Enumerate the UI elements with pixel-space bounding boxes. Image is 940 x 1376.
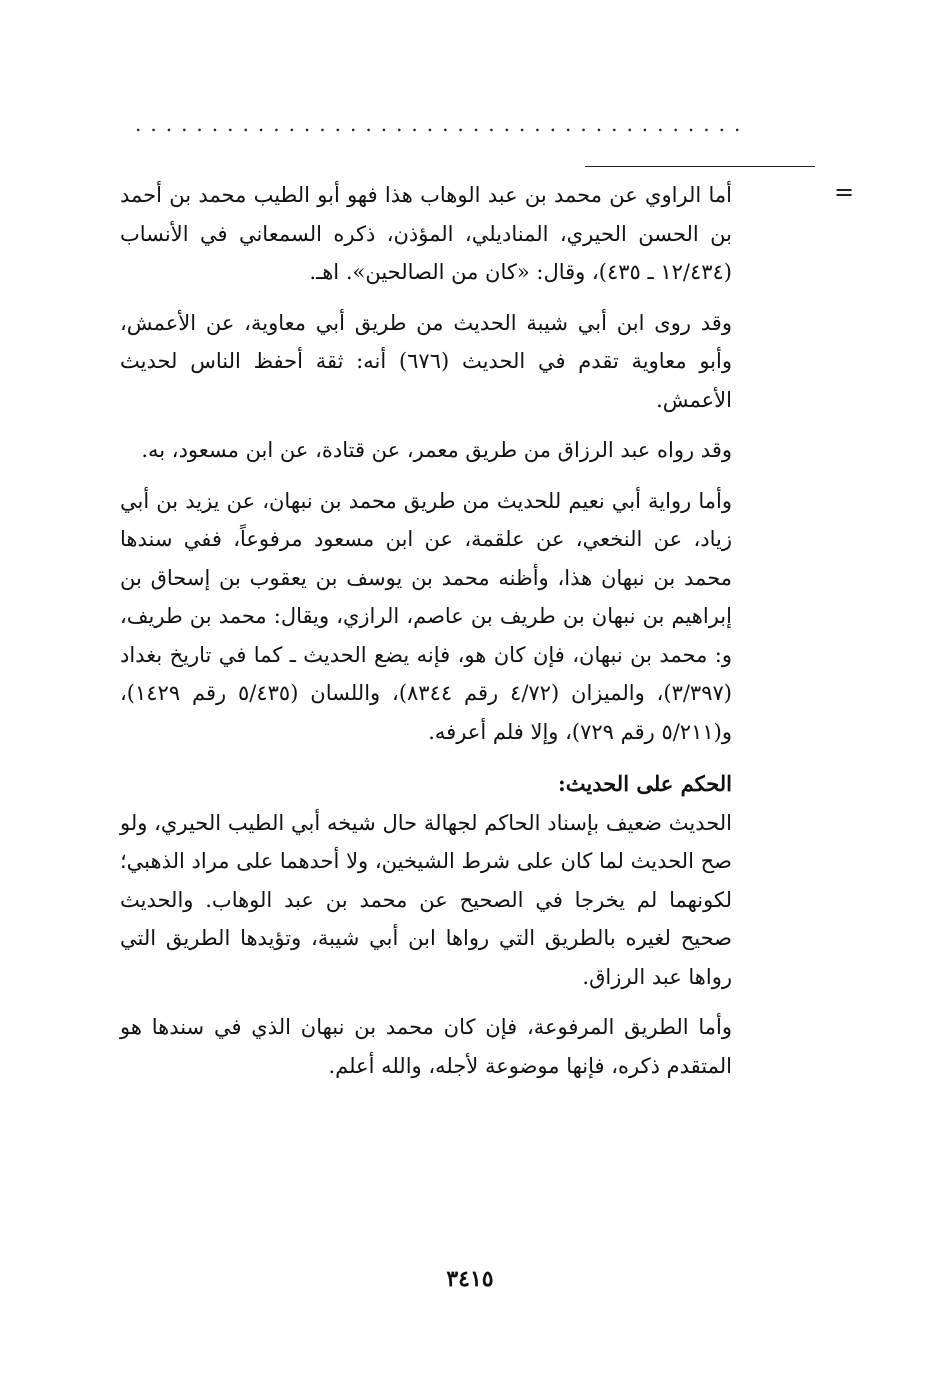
dotted-separator: ........................................ — [135, 112, 750, 132]
paragraph-narrator: أما الراوي عن محمد بن عبد الوهاب هذا فهو أبو الطيب محمد بن أحمد بن الحسن الحيري، المناديلي، المؤذن، ذكره السمعاني في الأنساب (١٢/٤٣٤ ـ ٤٣٥)، وقال: «كان من الصالحين». اهـ. — [120, 183, 732, 284]
footnote-text — [120, 176, 732, 1097]
continuation-mark: = — [834, 178, 855, 206]
footnote-rule — [585, 166, 815, 167]
paragraph-abu-nuaym: وأما رواية أبي نعيم للحديث من طريق محمد بن نبهان، عن يزيد بن أبي زياد، عن النخعي، عن علقمة، عن ابن مسعود مرفوعاً، ففي سندها محمد بن نبهان هذا، وأظنه محمد بن يوسف بن يعقوب بن إسحاق بن إبراهيم بن نبهان بن طريف بن عاصم، الرازي، ويقال: محمد بن طريف، و: محمد بن نبهان، فإن كان هو، فإنه يضع الحديث ـ كما في تاريخ بغداد (٣/٣٩٧)، والميزان (٤/٧٢ رقم ٨٣٤٤)، واللسان (٥/٤٣٥ رقم ١٤٢٩)، و(٥/٢١١ رقم ٧٢٩)، وإلا فلم أعرفه. — [120, 488, 732, 744]
page-number: ٣٤١٥ — [446, 1266, 494, 1292]
paragraph-ruling: الحديث ضعيف بإسناد الحاكم لجهالة حال شيخه أبي الطيب الحيري، ولو صح الحديث لما كان على شرط الشيخين، ولا أحدهما على مراد الذهبي؛ لكونهما لم يخرجا في الصحيح عن محمد بن عبد الوهاب. والحديث صحيح لغيره بالطريق التي رواها ابن أبي شيبة، وتؤيدها الطريق التي رواها عبد الرزاق. — [120, 810, 732, 989]
section-heading: الحكم على الحديث: — [558, 771, 732, 796]
paragraph-marfu-route: وأما الطريق المرفوعة، فإن كان محمد بن نبهان الذي في سندها هو المتقدم ذكره، فإنها موضوعة لأجله، والله أعلم. — [120, 1015, 732, 1078]
paragraph-ibn-abi-shayba: وقد روى ابن أبي شيبة الحديث من طريق أبي معاوية، عن الأعمش، وأبو معاوية تقدم في الحديث (٦٧٦) أنه: ثقة أحفظ الناس لحديث الأعمش. — [120, 310, 732, 412]
paragraph-abd-al-razzaq: وقد رواه عبد الرزاق من طريق معمر، عن قتادة، عن ابن مسعود، به. — [141, 438, 732, 462]
